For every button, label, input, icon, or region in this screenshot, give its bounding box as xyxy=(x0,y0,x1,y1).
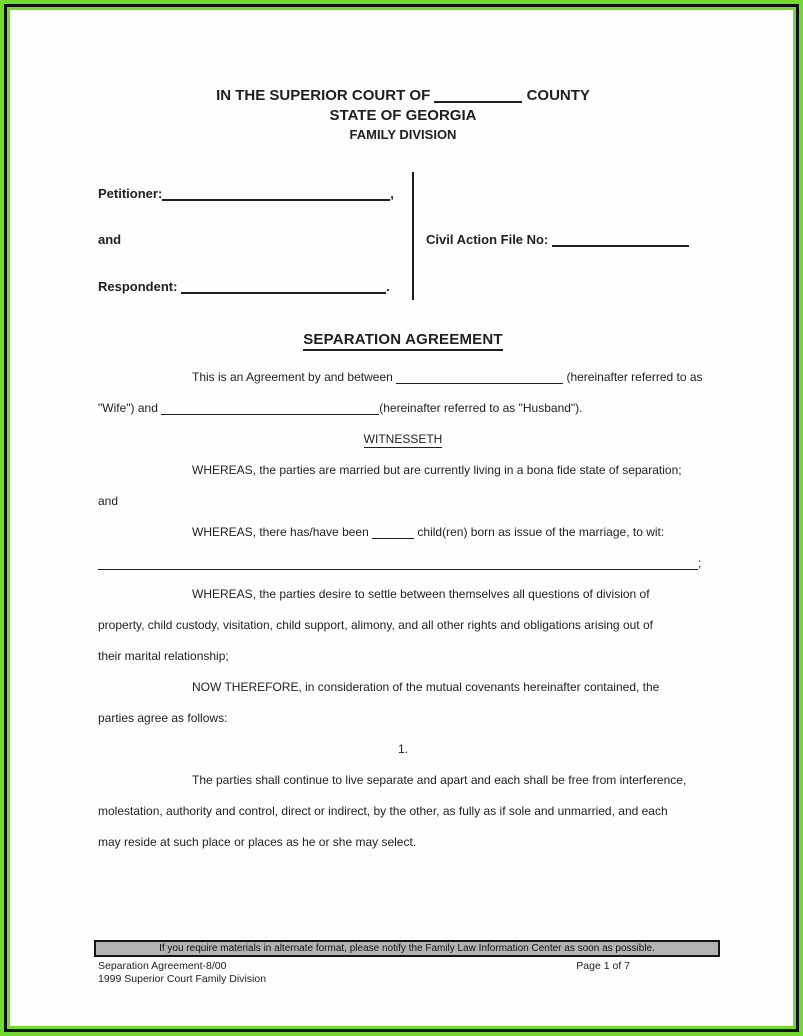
document-line xyxy=(98,641,708,672)
respondent-suffix: . xyxy=(386,279,390,294)
body-text: (hereinafter referred to as "Husband"). xyxy=(379,401,583,415)
petitioner-label: Petitioner: xyxy=(98,186,163,201)
document-line xyxy=(98,765,708,796)
petitioner-suffix: , xyxy=(390,186,394,201)
body-text: WHEREAS, the parties are married but are currently living in a bona fide state of separation; xyxy=(192,463,682,477)
wife-name-blank xyxy=(396,371,563,384)
footer-row xyxy=(98,960,708,985)
document-line xyxy=(98,610,708,641)
document-body xyxy=(98,362,708,858)
document-line xyxy=(98,703,708,734)
caption-parties xyxy=(98,172,412,297)
county-blank xyxy=(434,90,522,103)
scan-border-inner xyxy=(7,7,796,1029)
body-text: WITNESSETH xyxy=(363,432,443,446)
body-text: This is an Agreement by and between xyxy=(192,370,397,384)
court-header xyxy=(98,86,708,144)
children-count-blank xyxy=(372,526,414,539)
respondent-name-blank xyxy=(181,281,386,294)
court-name-pre: IN THE SUPERIOR COURT OF xyxy=(216,87,431,104)
body-text: "Wife") and xyxy=(98,401,162,415)
husband-name-blank xyxy=(161,402,379,415)
body-text: ; xyxy=(698,556,702,570)
respondent-line xyxy=(98,277,412,297)
civil-action-line xyxy=(414,172,689,247)
civil-action-label: Civil Action File No: xyxy=(426,232,549,247)
title-row xyxy=(98,330,708,350)
scan-border-black xyxy=(4,4,799,1032)
document-line xyxy=(98,424,708,455)
document-line xyxy=(98,362,708,393)
page-number: Page 1 of 7 xyxy=(576,960,630,972)
petitioner-name-blank xyxy=(162,188,390,201)
document-line xyxy=(98,486,708,517)
body-text: NOW THEREFORE, in consideration of the mutual covenants hereinafter contained, the xyxy=(192,680,660,694)
document-line xyxy=(98,517,708,548)
court-name-post: COUNTY xyxy=(526,87,590,104)
document-line xyxy=(98,548,708,579)
document-line xyxy=(98,455,708,486)
body-text: WHEREAS, the parties desire to settle between themselves all questions of division of xyxy=(192,587,650,601)
body-text: The parties shall continue to live separate and apart and each shall be free from interference, xyxy=(192,773,687,787)
body-text: child(ren) born as issue of the marriage, to wit: xyxy=(414,525,665,539)
body-text: 1. xyxy=(397,742,408,756)
state-line: STATE OF GEORGIA xyxy=(329,107,477,124)
and-line: and xyxy=(98,232,122,247)
division-line: FAMILY DIVISION xyxy=(349,127,457,142)
case-caption xyxy=(98,172,708,300)
document-title: SEPARATION AGREEMENT xyxy=(303,331,503,351)
alternate-format-notice: If you require materials in alternate format, please notify the Family Law Information Center as soon as possible. xyxy=(94,940,720,957)
page-footer xyxy=(98,940,708,985)
body-text: parties agree as follows: xyxy=(98,711,228,725)
children-names-blank xyxy=(98,557,698,570)
body-text: property, child custody, visitation, child support, alimony, and all other rights and obligations arising out of xyxy=(98,618,653,632)
document-line xyxy=(98,393,708,424)
doc-id-line1: Separation Agreement-8/00 xyxy=(98,960,227,972)
respondent-label: Respondent: xyxy=(98,279,178,294)
doc-id-line2: 1999 Superior Court Family Division xyxy=(98,972,267,985)
civil-action-number-blank xyxy=(552,234,689,247)
petitioner-line xyxy=(98,184,412,204)
body-text: molestation, authority and control, direct or indirect, by the other, as fully as if sole and unmarried, and each xyxy=(98,804,668,818)
document-line xyxy=(98,579,708,610)
body-text: may reside at such place or places as he or she may select. xyxy=(98,835,417,849)
document-line xyxy=(98,827,708,858)
body-text: WHEREAS, there has/have been xyxy=(192,525,373,539)
document-line xyxy=(98,796,708,827)
court-name-line xyxy=(98,86,708,106)
document-line xyxy=(98,672,708,703)
document-line xyxy=(98,734,708,765)
doc-id-block xyxy=(98,960,266,985)
body-text: (hereinafter referred to as xyxy=(563,370,703,384)
body-text: their marital relationship; xyxy=(98,649,229,663)
body-text: and xyxy=(98,494,119,508)
document-page xyxy=(10,10,793,1026)
